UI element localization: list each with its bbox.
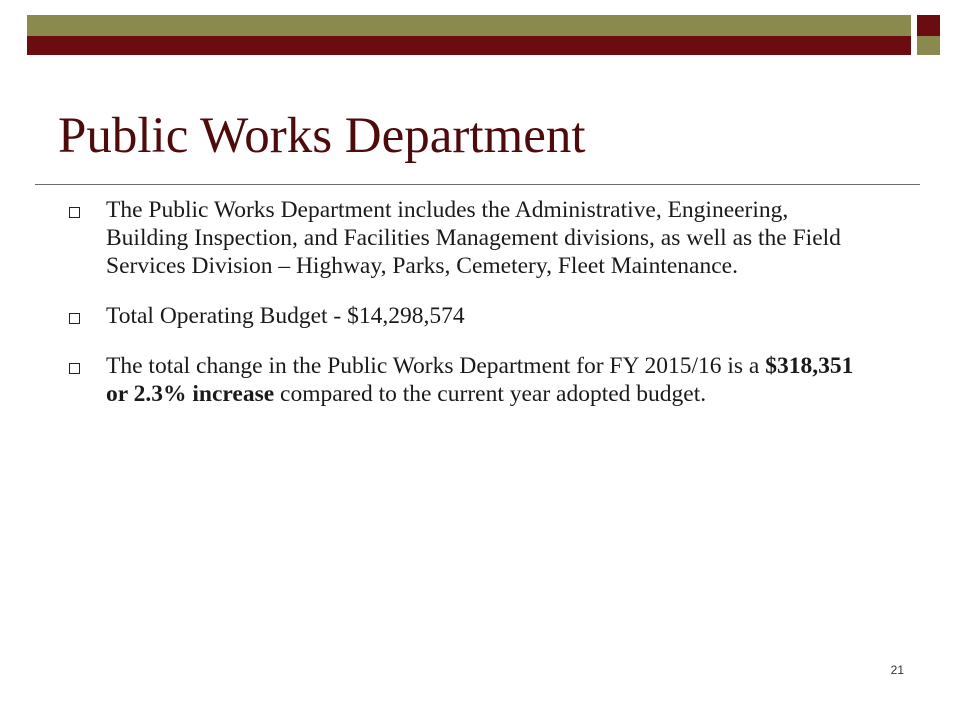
bullet-text-after: compared to the current year adopted budget. — [274, 381, 707, 407]
slide-title: Public Works Department — [58, 108, 586, 164]
bullet-text-before: The total change in the Public Works Department for FY 2015/16 is a — [106, 353, 766, 379]
bullet-item-change — [64, 352, 864, 408]
header-band-maroon — [27, 36, 911, 55]
square-bullet-icon — [69, 363, 80, 374]
page-number: 21 — [890, 663, 904, 677]
bullet-text: The Public Works Department includes the Administrative, Engineering, Building Inspection, and Facilities Management divisions, as well as the Field Services Division – Highway, Parks, Cemetery, Fleet Maintenance. — [106, 197, 841, 279]
header-band-olive — [27, 15, 911, 36]
corner-square-maroon — [917, 15, 940, 36]
bullet-text: Total Operating Budget - $14,298,574 — [106, 303, 465, 329]
bullet-list — [64, 196, 864, 408]
corner-square-olive — [917, 36, 940, 55]
bullet-text-bold: $318,351 or 2.3% increase — [106, 353, 854, 407]
title-divider — [35, 184, 920, 185]
bullet-item-divisions — [64, 196, 864, 280]
bullet-item-budget — [64, 302, 864, 330]
square-bullet-icon — [69, 313, 80, 324]
square-bullet-icon — [69, 207, 80, 218]
